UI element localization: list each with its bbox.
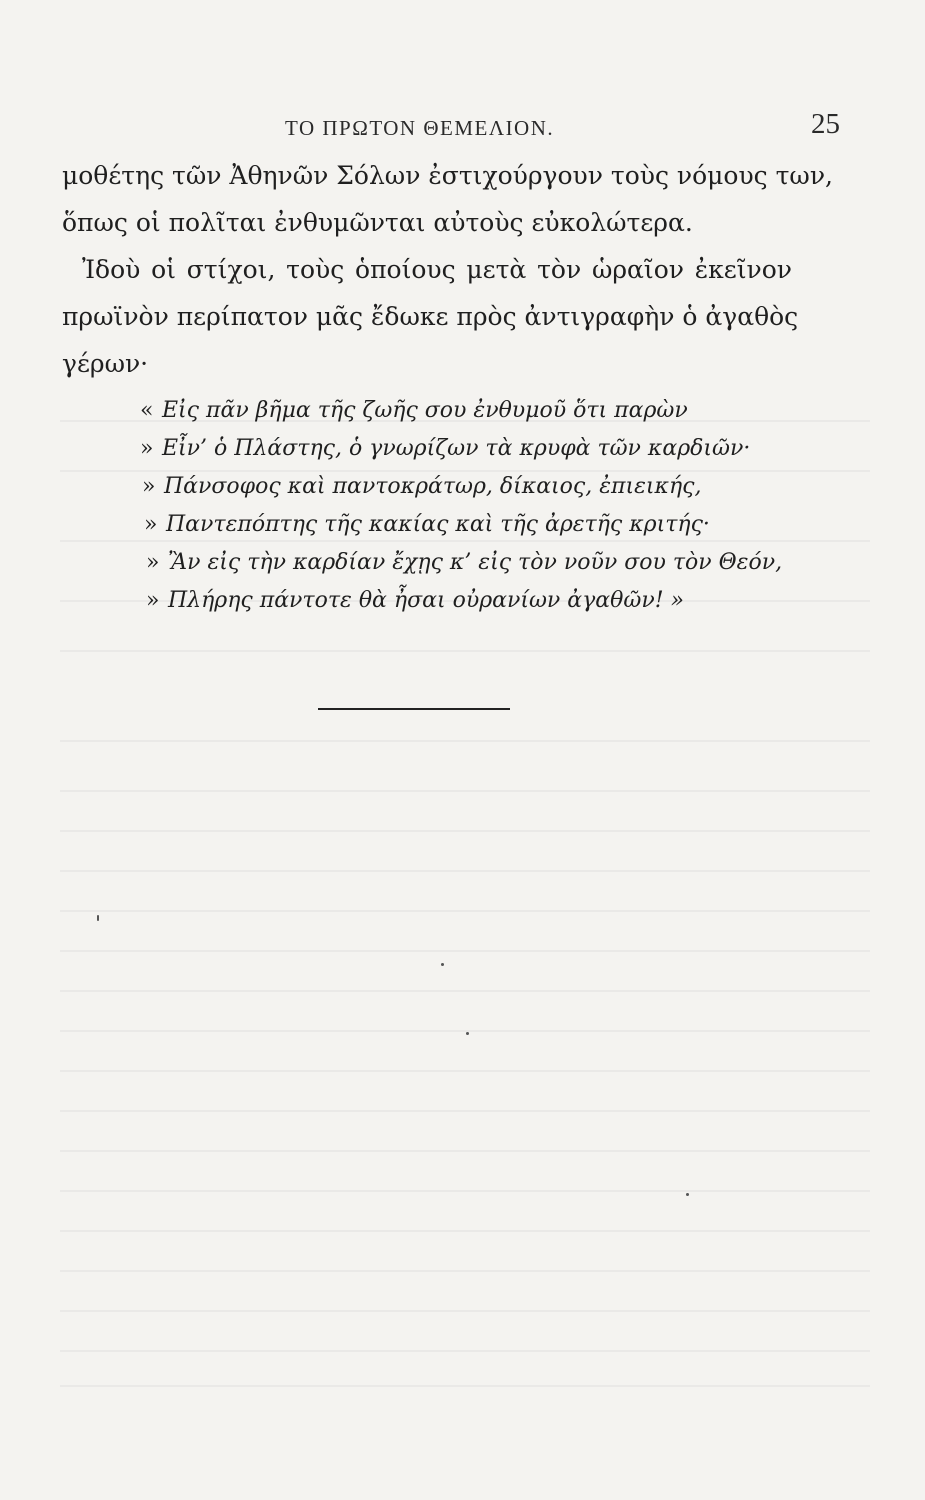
paragraph-2 (62, 246, 799, 387)
verse-line (140, 582, 790, 620)
verse-text: Πάνσοφος καὶ παντοκράτωρ, δίκαιος, ἐπιεικής, (164, 474, 702, 499)
section-divider (318, 708, 510, 710)
page-number: 25 (811, 108, 840, 140)
verse-text: Ἂν εἰς τὴν καρδίαν ἔχῃς κ’ εἰς τὸν νοῦν σου τὸν Θεόν, (168, 550, 783, 575)
text-line: Ἰδοὺ οἱ στίχοι, τοὺς ὁποίους μετὰ τὸν ὡραῖον ἐκεῖνον (82, 255, 792, 284)
ink-speck (441, 963, 444, 966)
ink-speck (97, 915, 99, 921)
verse-line (140, 430, 790, 468)
verse-line (140, 392, 790, 430)
quote-mark: » (142, 474, 156, 499)
verse-line (140, 506, 790, 544)
text-line: ὅπως οἱ πολῖται ἐνθυμῶνται αὐτοὺς εὐκολώτερα. (62, 208, 693, 237)
paragraph-1 (62, 152, 833, 246)
ink-speck (466, 1032, 469, 1035)
verse-text: Εἶν’ ὁ Πλάστης, ὁ γνωρίζων τὰ κρυφὰ τῶν καρδιῶν· (162, 436, 751, 461)
text-line: γέρων· (62, 349, 149, 378)
verse-line (140, 468, 790, 506)
text-line: πρωϊνὸν περίπατον μᾶς ἔδωκε πρὸς ἀντιγραφὴν ὁ ἀγαθὸς (62, 302, 799, 331)
text-line: μοθέτης τῶν Ἀθηνῶν Σόλων ἐστιχούργουν τοὺς νόμους των, (62, 161, 833, 190)
verse-text: Παντεπόπτης τῆς κακίας καὶ τῆς ἀρετῆς κριτής· (166, 512, 710, 537)
running-head: ΤΟ ΠΡΩΤΟΝ ΘΕΜΕΛΙΟΝ. (285, 116, 555, 140)
verse-block (140, 392, 790, 620)
quote-mark: » (144, 512, 158, 537)
verse-text: Πλήρης πάντοτε θὰ ἦσαι οὐρανίων ἀγαθῶν! » (168, 588, 685, 613)
quote-mark: » (140, 436, 154, 461)
verse-line (140, 544, 790, 582)
quote-mark: » (146, 550, 160, 575)
quote-mark: « (140, 398, 154, 423)
page-header (285, 108, 840, 148)
ink-speck (686, 1193, 689, 1196)
quote-mark: » (146, 588, 160, 613)
verse-text: Εἰς πᾶν βῆμα τῆς ζωῆς σου ἐνθυμοῦ ὅτι παρὼν (162, 398, 688, 423)
